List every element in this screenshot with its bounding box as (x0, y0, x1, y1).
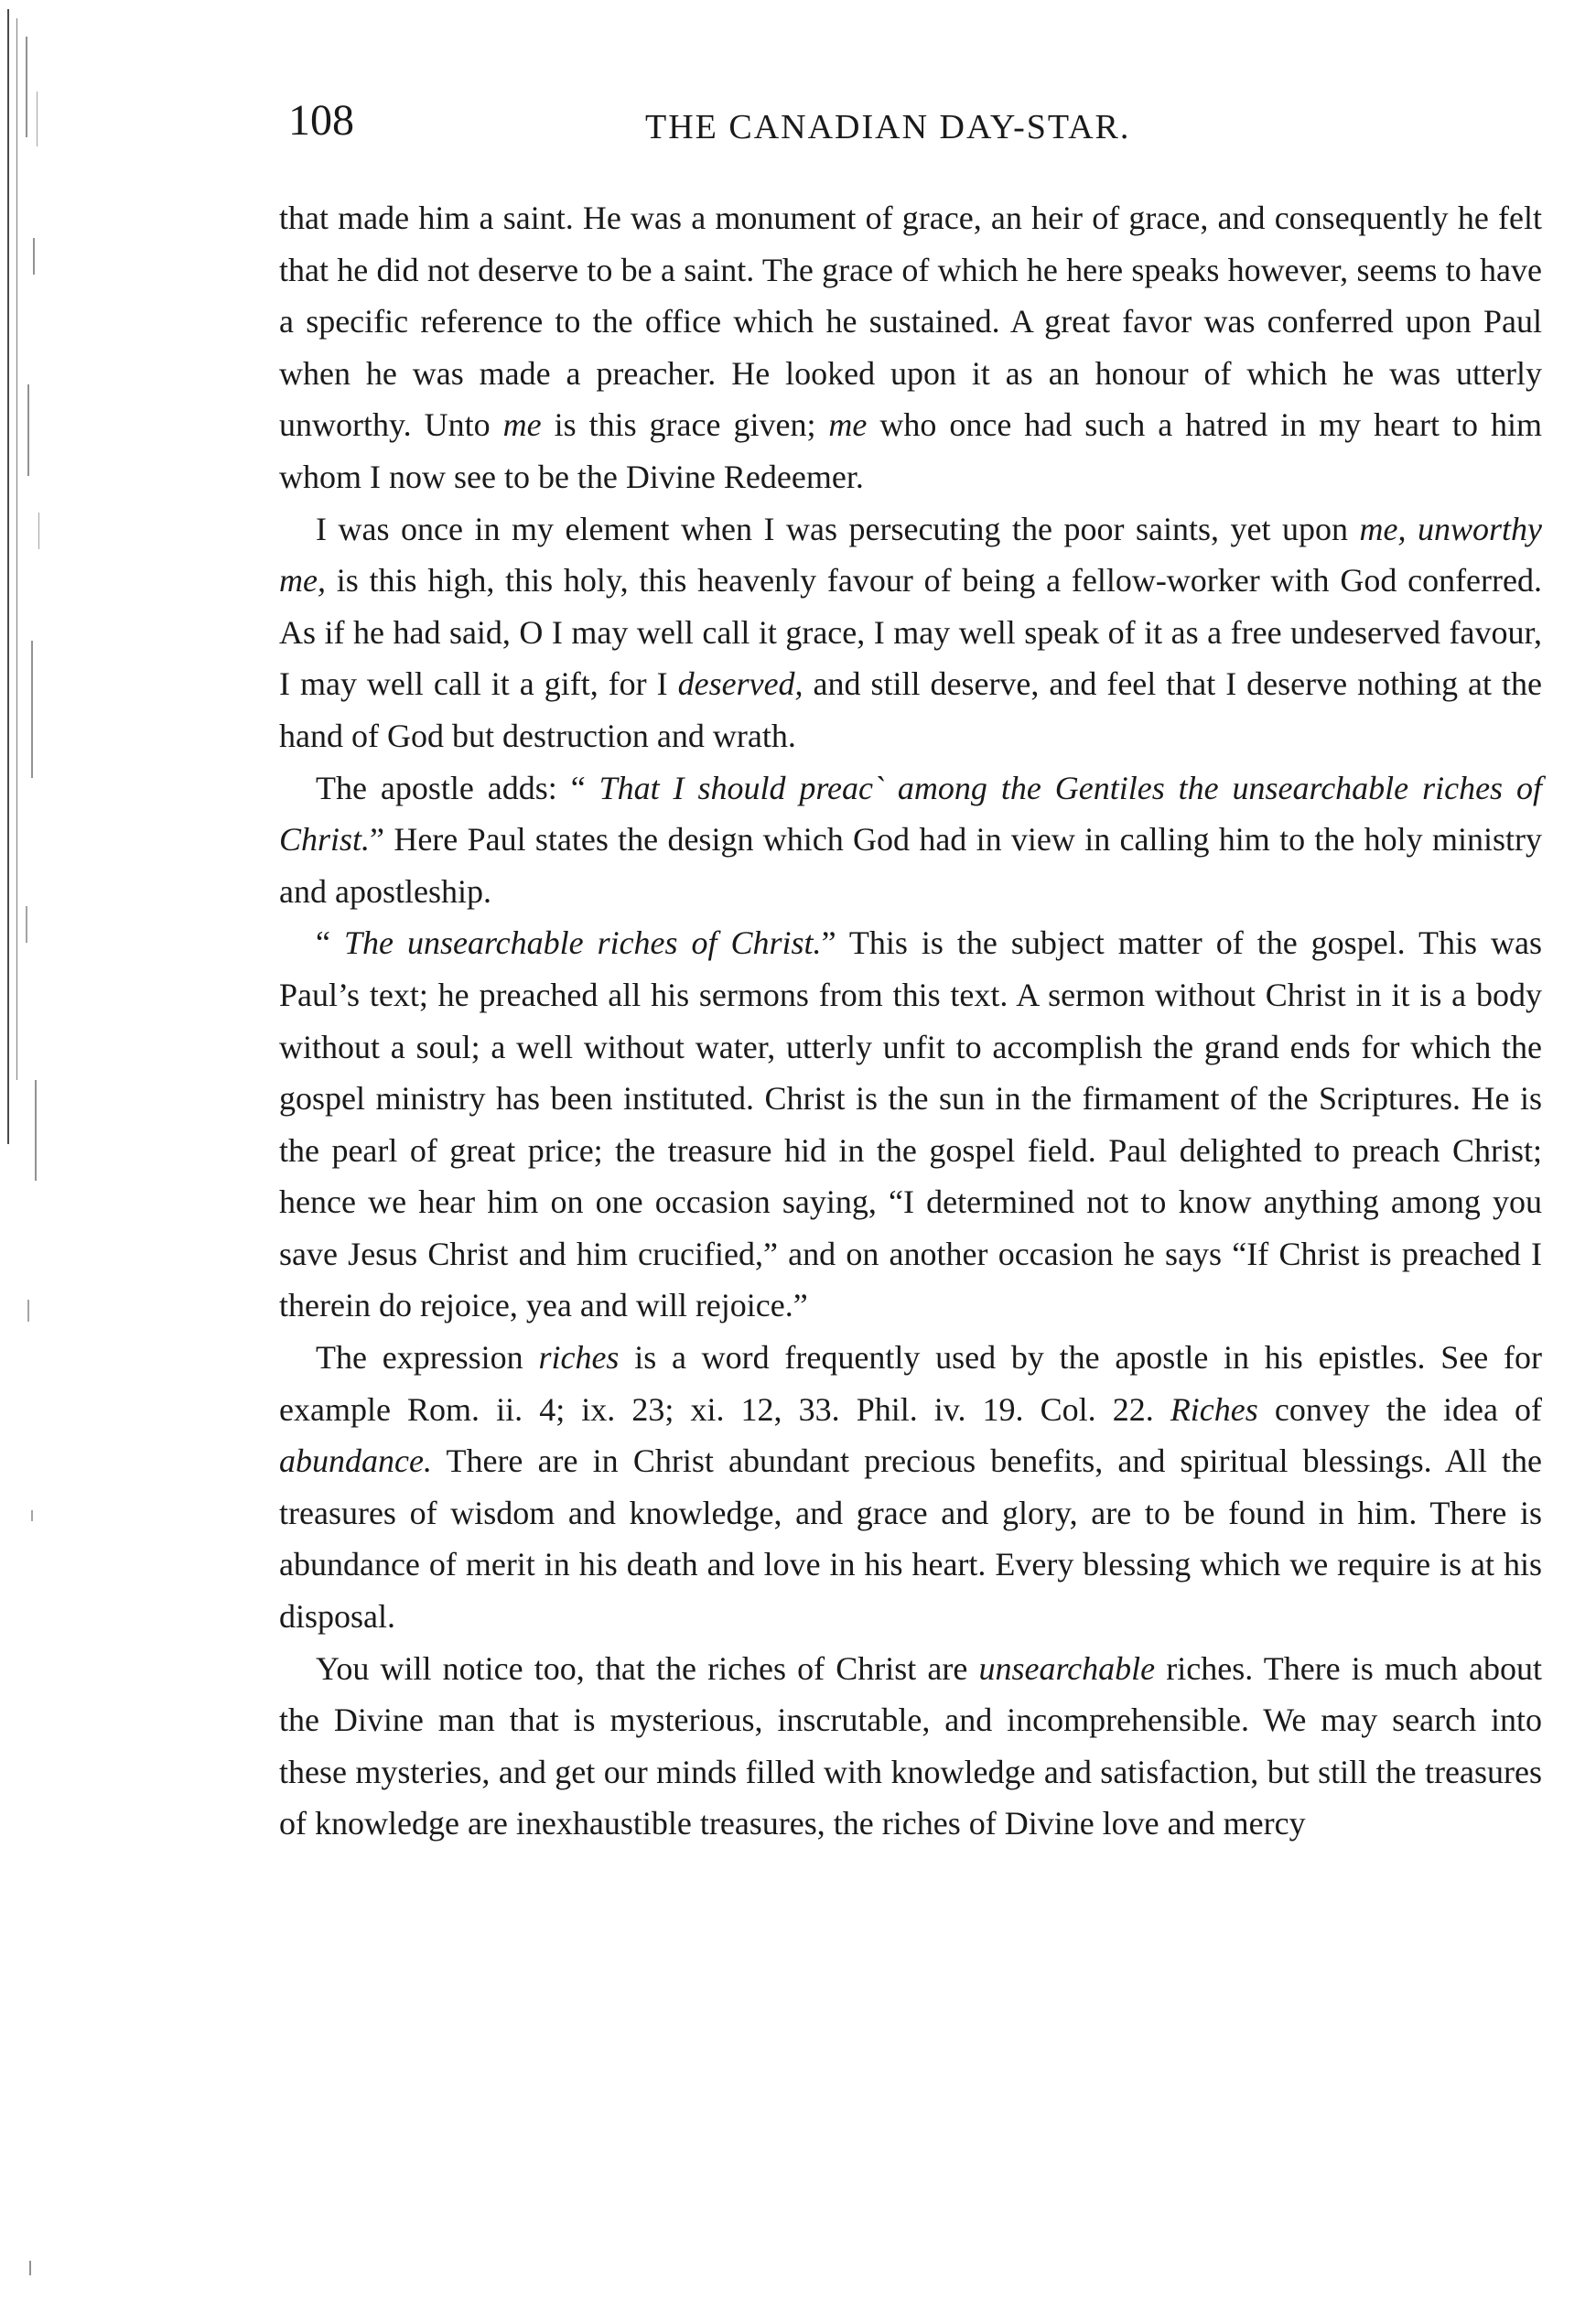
italic-segment: That I should preac` among the Gentiles the unsearchable riches of Christ. (279, 769, 1542, 859)
paragraph-6 (279, 1643, 1542, 1850)
scan-margin (0, 0, 82, 2301)
text-segment: who once had such a hatred in my heart to him whom I now see to be the Divine Redeemer. (279, 406, 1542, 495)
text-segment: The apostle adds: “ (316, 769, 599, 806)
paragraph-3 (279, 762, 1542, 918)
italic-segment: Riches (1170, 1390, 1258, 1428)
paragraph-4 (279, 917, 1542, 1332)
text-segment: I was once in my element when I was persecuting the poor saints, yet upon (316, 510, 1360, 547)
text-segment: “ (316, 924, 344, 962)
text-segment: You will notice too, that the riches of Christ are (316, 1649, 979, 1687)
text-segment: that made him a saint. He was a monument of grace, an heir of grace, and consequently he felt that he did not deserve to be a saint. The grace of which he here speaks however, seems to have a specific reference to the office which he sustained. A great favor was conferred upon Paul when he was made a preacher. He looked upon it as an honour of which he was utterly unworthy. Unto (279, 200, 1542, 444)
italic-segment: me, unworthy me, (279, 510, 1542, 600)
paragraph-2 (279, 503, 1542, 762)
page-header (279, 92, 1542, 165)
italic-segment: abundance. (279, 1442, 432, 1480)
text-segment: and still deserve, and feel that I deserve nothing at the hand of God but destruction and wrath. (279, 665, 1542, 754)
text-segment: convey the idea of (1257, 1390, 1542, 1428)
running-title: THE CANADIAN DAY-STAR. (645, 108, 1131, 146)
text-segment: is this high, this holy, this heavenly favour of being a fellow-worker with God conferred. As if he had said, O I may well call it grace, I may well speak of it as a free undeserved favour, I may well call it a gift, for I (279, 562, 1542, 703)
body-text (279, 192, 1542, 1850)
paragraph-5 (279, 1332, 1542, 1643)
text-segment: is a word frequently used by the apostle in his epistles. See for example Rom. ii. 4; ix. 23; xi. 12, 33. Phil. iv. 19. Col. 22. (279, 1339, 1543, 1428)
italic-segment: The unsearchable riches of Christ. (343, 924, 822, 962)
italic-segment: deserved, (677, 665, 803, 703)
text-segment: There are in Christ abundant precious benefits, and spiritual blessings. All the treasures of wisdom and knowledge, and grace and glory, are to be found in him. There is abundance of merit in his death and love in his heart. Every blessing which we require is at his disposal. (279, 1442, 1542, 1636)
text-segment: is this grace given; (541, 406, 829, 444)
text-segment: The expression (316, 1339, 539, 1377)
page-number: 108 (288, 96, 354, 145)
text-segment: riches. There is much about the Divine man that is mysterious, inscrutable, and incomprehensible. We may search into these mysteries, and get our minds filled with knowledge and satisfaction, but still the treasures of knowledge are inexhaustible treasures, the riches of Divine love and mercy (279, 1649, 1542, 1842)
italic-segment: riches (538, 1339, 620, 1377)
text-segment: ” This is the subject matter of the gospel. This was Paul’s text; he preached all his sermons from this text. A sermon without Christ in it is a body without a soul; a well without water, utterly unfit to accomplish the grand ends for which the gospel ministry has been instituted. Christ is the sun in the firmament of the Scriptures. He is the pearl of great price; the treasure hid in the gospel field. Paul delighted to preach Christ; hence we hear him on one occasion saying, “I determined not to know anything among you save Jesus Christ and him crucified,” and on another occasion he says “If Christ is preached I therein do rejoice, yea and will rejoice.” (279, 924, 1542, 1324)
italic-segment: me (502, 406, 542, 444)
text-segment: ” Here Paul states the design which God had in view in calling him to the holy ministry and apostleship. (279, 821, 1542, 910)
paragraph-1 (279, 192, 1542, 503)
italic-segment: me (828, 406, 868, 444)
italic-segment: unsearchable (978, 1649, 1156, 1687)
